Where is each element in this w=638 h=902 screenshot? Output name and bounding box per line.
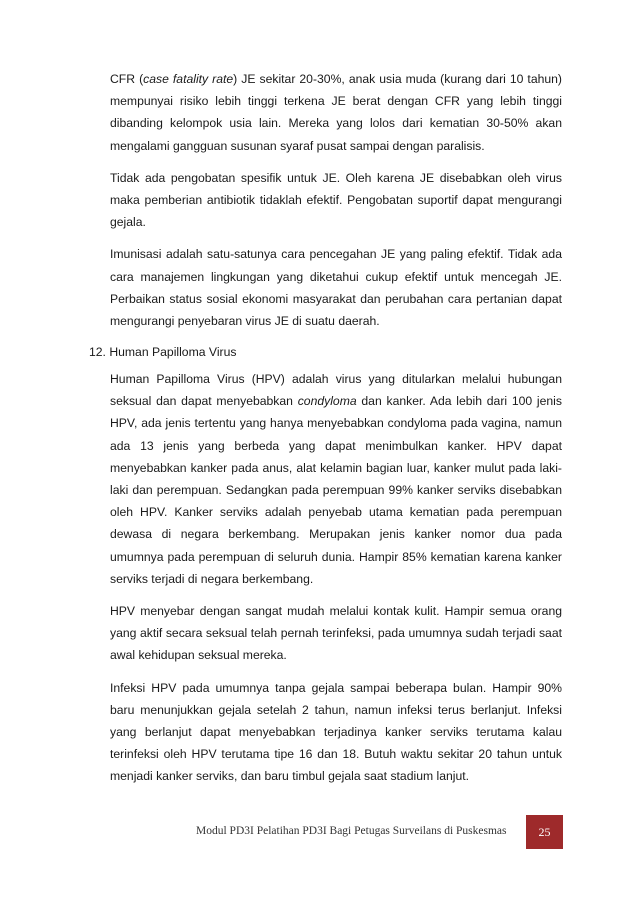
section-hpv — [89, 342, 562, 784]
hpv-text-post: dan kanker. Ada lebih dari 100 jenis HPV, ada jenis tertentu yang hanya menyebabkan condyloma pada vagina, namun ada 13 jenis yang berbeda yang dapat menimbulkan kanker. HPV dapat menyebabkan kanker pada anus, alat kelamin bagian luar, kanker mulut pada laki-laki dan perempuan. Sedangkan pada perempuan 99% kanker serviks disebabkan oleh HPV. Kanker serviks adalah penyebab utama kematian pada perempuan dewasa di negara berkembang. Merupakan jenis kanker nomor dua pada umumnya pada perempuan di seluruh dunia. Hampir 85% kematian karena kanker serviks terjadi di negara berkembang. — [110, 394, 562, 586]
paragraph-hpv-infection: Infeksi HPV pada umumnya tanpa gejala sampai beberapa bulan. Hampir 90% baru menunjukkan gejala setelah 2 tahun, namun infeksi terus berlanjut. Infeksi yang berlanjut dapat menyebabkan terjadinya kanker serviks terutama kalau terinfeksi oleh HPV terutama tipe 16 dan 18. Butuh waktu sekitar 20 tahun untuk menjadi kanker serviks, dan baru timbul gejala saat stadium lanjut. — [110, 680, 562, 784]
section-heading: 12. Human Papilloma Virus — [89, 345, 237, 359]
paragraph-hpv-spread: HPV menyebar dengan sangat mudah melalui kontak kulit. Hampir semua orang yang aktif secara seksual telah pernah terinfeksi, pada umumnya sudah terjadi saat awal kehidupan seksual mereka. — [110, 604, 562, 663]
cfr-text-pre: CFR ( — [110, 72, 144, 86]
hpv-italic-term: condyloma — [297, 394, 357, 409]
paragraph-cfr — [110, 68, 562, 157]
paragraph-hpv-definition — [110, 368, 562, 590]
paragraph-treatment: Tidak ada pengobatan spesifik untuk JE. Oleh karena JE disebabkan oleh virus maka pemberian antibiotik tidaklah efektif. Pengobatan suportif dapat mengurangi gejala. — [110, 170, 562, 230]
cfr-text-post: ) JE sekitar 20-30%, anak usia muda (kurang dari 10 tahun) mempunyai risiko lebih tinggi terkena JE berat dengan CFR yang lebih tinggi dibanding kelompok usia lain. Mereka yang lolos dari kematian 30-50% akan mengalami gangguan susunan syaraf pusat sampai dengan paralisis. — [110, 72, 562, 153]
page-number: 25 — [538, 824, 551, 839]
cfr-italic-term: case fatality rate — [143, 72, 234, 86]
intro-paragraphs — [110, 68, 562, 342]
footer-title: Modul PD3I Pelatihan PD3I Bagi Petugas Surveilans di Puskesmas — [196, 825, 507, 837]
page-number-badge — [526, 815, 563, 849]
paragraph-immunization: Imunisasi adalah satu-satunya cara pencegahan JE yang paling efektif. Tidak ada cara manajemen lingkungan yang diketahui cukup efektif untuk mencegah JE. Perbaikan status sosial ekonomi masyarakat dan perubahan cara pertanian dapat mengurangi penyebaran virus JE di suatu daerah. — [110, 247, 562, 329]
hpv-text-pre: Human Papilloma Virus (HPV) adalah virus yang ditularkan melalui hubungan seksual dan dapat menyebabkan — [110, 372, 562, 409]
section-body — [110, 368, 562, 798]
